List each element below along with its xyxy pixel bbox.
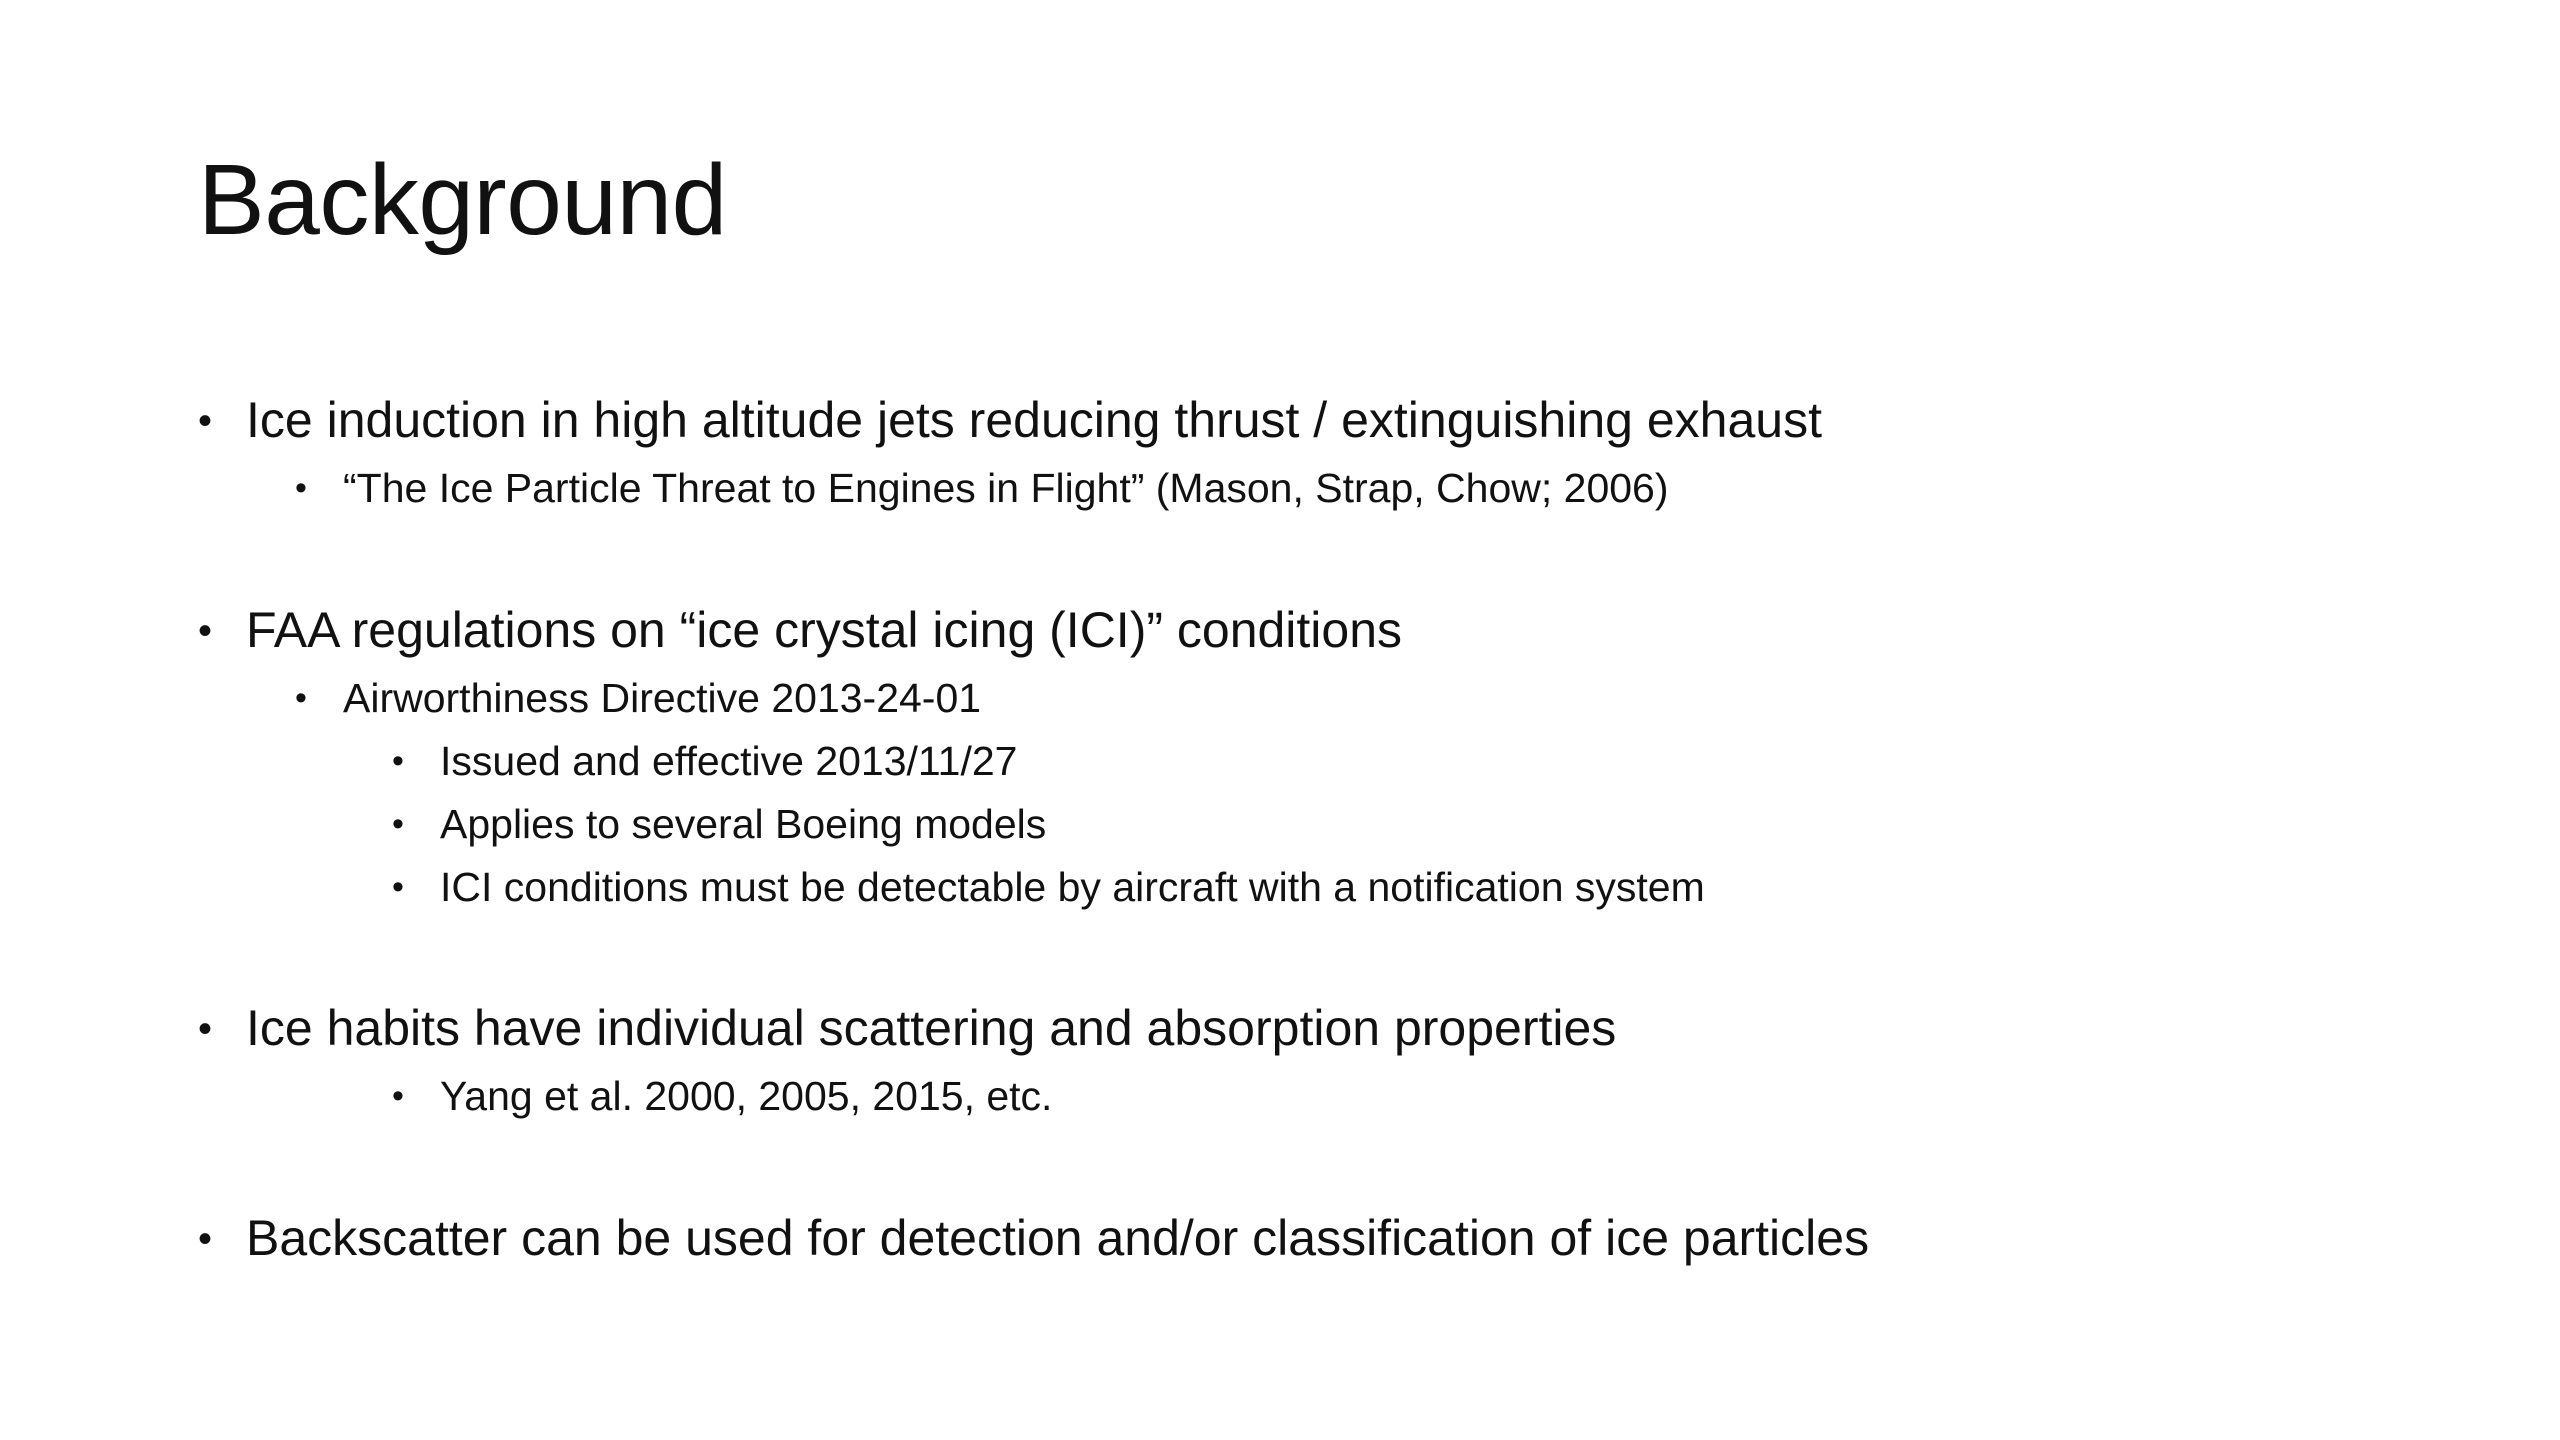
bullet-dot: • [392,868,404,906]
bullet-text: Issued and effective 2013/11/27 [440,738,1018,784]
bullet-text: Airworthiness Directive 2013-24-01 [343,675,982,721]
bullet-item [198,392,1822,448]
bullet-dot: • [198,399,213,443]
bullet-text: Ice habits have individual scattering and absorption properties [246,1000,1617,1056]
bullet-dot: • [198,609,213,653]
sub-sub-bullet-item [392,864,1705,910]
bullet-text: Applies to several Boeing models [440,801,1047,847]
bullet-text: FAA regulations on “ice crystal icing (ICI)” conditions [246,602,1403,658]
bullet-dot: • [392,1077,404,1115]
bullet-text: ICI conditions must be detectable by aircraft with a notification system [440,864,1705,910]
bullet-dot: • [392,805,404,843]
bullet-text: Backscatter can be used for detection and/or classification of ice particles [246,1210,1870,1266]
bullet-item [198,1210,1870,1266]
bullet-item [198,602,1403,658]
sub-bullet-item [295,465,1669,511]
bullet-item [198,1000,1617,1056]
bullet-dot: • [295,469,307,507]
bullet-text: Ice induction in high altitude jets reducing thrust / extinguishing exhaust [246,392,1822,448]
sub-sub-bullet-item [392,1073,1053,1119]
sub-sub-bullet-item [392,738,1018,784]
sub-bullet-item [295,675,982,721]
sub-sub-bullet-item [392,801,1047,847]
bullet-dot: • [295,679,307,717]
bullet-text: Yang et al. 2000, 2005, 2015, etc. [440,1073,1053,1119]
slide-title: Background [198,144,727,256]
bullet-dot: • [392,742,404,780]
bullet-dot: • [198,1217,213,1261]
bullet-dot: • [198,1007,213,1051]
bullet-text: “The Ice Particle Threat to Engines in Flight” (Mason, Strap, Chow; 2006) [343,465,1669,511]
